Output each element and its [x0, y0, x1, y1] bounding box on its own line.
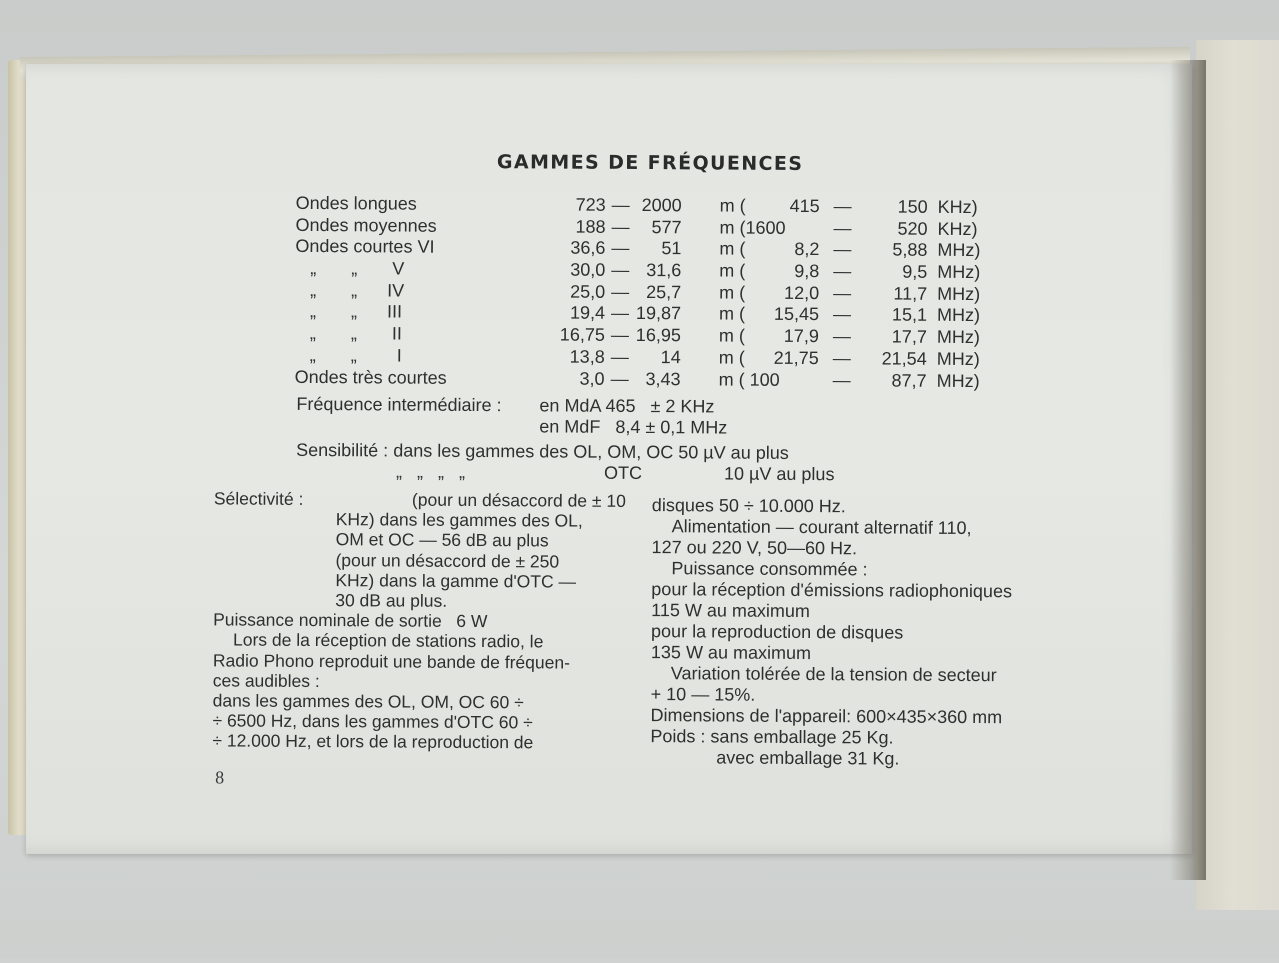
frequency-unit: MHz) [937, 262, 980, 283]
band-name: Ondes longues [296, 193, 417, 215]
range-dash: — [612, 195, 630, 216]
wavelength-from: 30,0 [539, 259, 605, 280]
band-name: Ondes très courtes [295, 366, 447, 388]
frequency-unit: MHz) [937, 370, 980, 391]
selectivity-text: KHz) dans les gammes des OL, [214, 509, 626, 532]
spec-line: pour la réception d'émissions radiophoniques [651, 579, 1096, 603]
range-dash: — [833, 305, 851, 326]
wavelength-unit: m ( [720, 195, 746, 216]
range-dash: — [833, 326, 851, 347]
range-dash: — [611, 325, 629, 346]
page-title: GAMMES DE FRÉQUENCES [497, 151, 804, 175]
wavelength-to: 19,87 [625, 303, 681, 324]
power-output: Puissance nominale de sortie 6 W [213, 610, 625, 633]
frequency-to: 21,54 [855, 348, 927, 369]
wavelength-from: 36,6 [539, 238, 605, 259]
wavelength-to: 14 [625, 347, 681, 368]
page-number: 8 [215, 767, 224, 788]
range-dash: — [611, 217, 629, 238]
wavelength-to: 16,95 [625, 325, 681, 346]
frequency-unit: MHz) [937, 327, 980, 348]
sensitivity-band-otc: OTC [604, 463, 642, 484]
frequency-from: 21,75 [749, 347, 819, 368]
reception-text: Lors de la réception de stations radio, le [213, 630, 625, 653]
if-fm-value: en MdF 8,4 ± 0,1 MHz [539, 416, 727, 438]
frequency-from: 17,9 [749, 326, 819, 347]
wavelength-from: 19,4 [539, 303, 605, 324]
wavelength-to: 577 [625, 217, 681, 238]
sensitivity-ditto-marks: „ „ „ „ [396, 462, 465, 483]
wavelength-unit: m ( [719, 282, 745, 303]
range-dash: — [833, 370, 851, 391]
frequency-from: 9,8 [749, 261, 819, 282]
spec-line: + 10 — 15%. [651, 684, 1096, 708]
frequency-table [295, 193, 1016, 393]
range-dash: — [834, 196, 852, 217]
spec-line: Alimentation — courant alternatif 110, [652, 516, 1097, 540]
range-dash: — [611, 303, 629, 324]
selectivity-label: Sélectivité : [214, 488, 304, 509]
if-label: Fréquence intermédiaire : [296, 394, 501, 416]
frequency-from: 8,2 [749, 239, 819, 260]
band-name: „ „ II [295, 323, 402, 345]
reception-text: ces audibles : [213, 670, 625, 693]
wavelength-from: 25,0 [539, 281, 605, 302]
frequency-to: 11,7 [855, 283, 927, 304]
reception-text: dans les gammes des OL, OM, OC 60 ÷ [213, 690, 625, 713]
spec-line: 127 ou 220 V, 50—60 Hz. [652, 537, 1097, 561]
range-dash: — [611, 368, 629, 389]
spec-line: disques 50 ÷ 10.000 Hz. [652, 495, 1097, 519]
selectivity-text: OM et OC — 56 dB au plus [214, 529, 626, 552]
range-dash: — [611, 282, 629, 303]
band-name: Ondes moyennes [295, 215, 436, 237]
frequency-unit: MHz) [937, 284, 980, 305]
range-dash: — [833, 283, 851, 304]
frequency-from: 415 [750, 196, 820, 217]
wavelength-to: 3,43 [625, 368, 681, 389]
wavelength-unit: m ( [719, 326, 745, 347]
range-dash: — [833, 218, 851, 239]
if-am-value: en MdA 465 ± 2 KHz [539, 395, 714, 417]
frequency-from: 12,0 [749, 282, 819, 303]
band-name: Ondes courtes VI [295, 236, 434, 258]
wavelength-unit: m ( 100 [719, 369, 780, 390]
range-dash: — [611, 238, 629, 259]
selectivity-text: KHz) dans la gamme d'OTC — [213, 569, 625, 592]
frequency-unit: KHz) [937, 219, 977, 240]
spec-line: Puissance consommée : [651, 558, 1096, 582]
wavelength-to: 2000 [626, 195, 682, 216]
spec-line: avec emballage 31 Kg. [650, 747, 1095, 771]
wavelength-unit: m ( [719, 261, 745, 282]
selectivity-text: (pour un désaccord de ± 250 [213, 549, 625, 572]
range-dash: — [833, 240, 851, 261]
spec-line: 135 W au maximum [651, 642, 1096, 666]
reception-text: Radio Phono reproduit une bande de fréquen- [213, 650, 625, 673]
spec-line: pour la reproduction de disques [651, 621, 1096, 645]
wavelength-to: 25,7 [625, 282, 681, 303]
frequency-to: 520 [855, 218, 927, 239]
range-dash: — [833, 261, 851, 282]
frequency-unit: MHz) [937, 240, 980, 261]
wavelength-to: 51 [625, 238, 681, 259]
frequency-from: 15,45 [749, 304, 819, 325]
wavelength-from: 3,0 [539, 368, 605, 389]
frequency-to: 5,88 [855, 240, 927, 261]
frequency-unit: MHz) [937, 305, 980, 326]
frequency-unit: MHz) [937, 349, 980, 370]
spec-line: Variation tolérée de la tension de secteur [651, 663, 1096, 687]
reception-text: ÷ 6500 Hz, dans les gammes d'OTC 60 ÷ [212, 711, 624, 734]
wavelength-from: 13,8 [539, 346, 605, 367]
frequency-to: 87,7 [855, 370, 927, 391]
frequency-to: 150 [856, 196, 928, 217]
wavelength-unit: m ( [719, 239, 745, 260]
range-dash: — [611, 260, 629, 281]
spec-line: Poids : sans emballage 25 Kg. [650, 726, 1095, 750]
selectivity-text: 30 dB au plus. [213, 589, 625, 612]
frequency-unit: KHz) [938, 197, 978, 218]
band-name: „ „ IV [295, 280, 404, 302]
selectivity-text: (pour un désaccord de ± 10 [303, 489, 626, 511]
wavelength-unit: m ( [719, 347, 745, 368]
right-column [650, 495, 1097, 771]
frequency-to: 17,7 [855, 326, 927, 347]
frequency-to: 9,5 [855, 261, 927, 282]
spec-line: 115 W au maximum [651, 600, 1096, 624]
sensitivity-otc-value: 10 µV au plus [724, 464, 835, 486]
left-column [212, 488, 626, 753]
sensitivity-line-1: Sensibilité : dans les gammes des OL, OM, OC 50 µV au plus [296, 440, 789, 464]
selectivity-line [214, 488, 626, 511]
reception-text: ÷ 12.000 Hz, et lors de la reproduction de [212, 731, 624, 754]
band-name: „ „ I [295, 345, 402, 367]
band-name: „ „ III [295, 301, 402, 323]
wavelength-unit: m ( [719, 304, 745, 325]
band-name: „ „ V [295, 258, 404, 280]
range-dash: — [833, 348, 851, 369]
range-dash: — [611, 347, 629, 368]
wavelength-unit: m (1600 [719, 217, 785, 238]
wavelength-from: 188 [539, 216, 605, 237]
wavelength-from: 723 [540, 194, 606, 215]
spec-line: Dimensions de l'appareil: 600×435×360 mm [650, 705, 1095, 729]
band-row [295, 366, 1015, 392]
wavelength-to: 31,6 [625, 260, 681, 281]
frequency-to: 15,1 [855, 305, 927, 326]
wavelength-from: 16,75 [539, 325, 605, 346]
